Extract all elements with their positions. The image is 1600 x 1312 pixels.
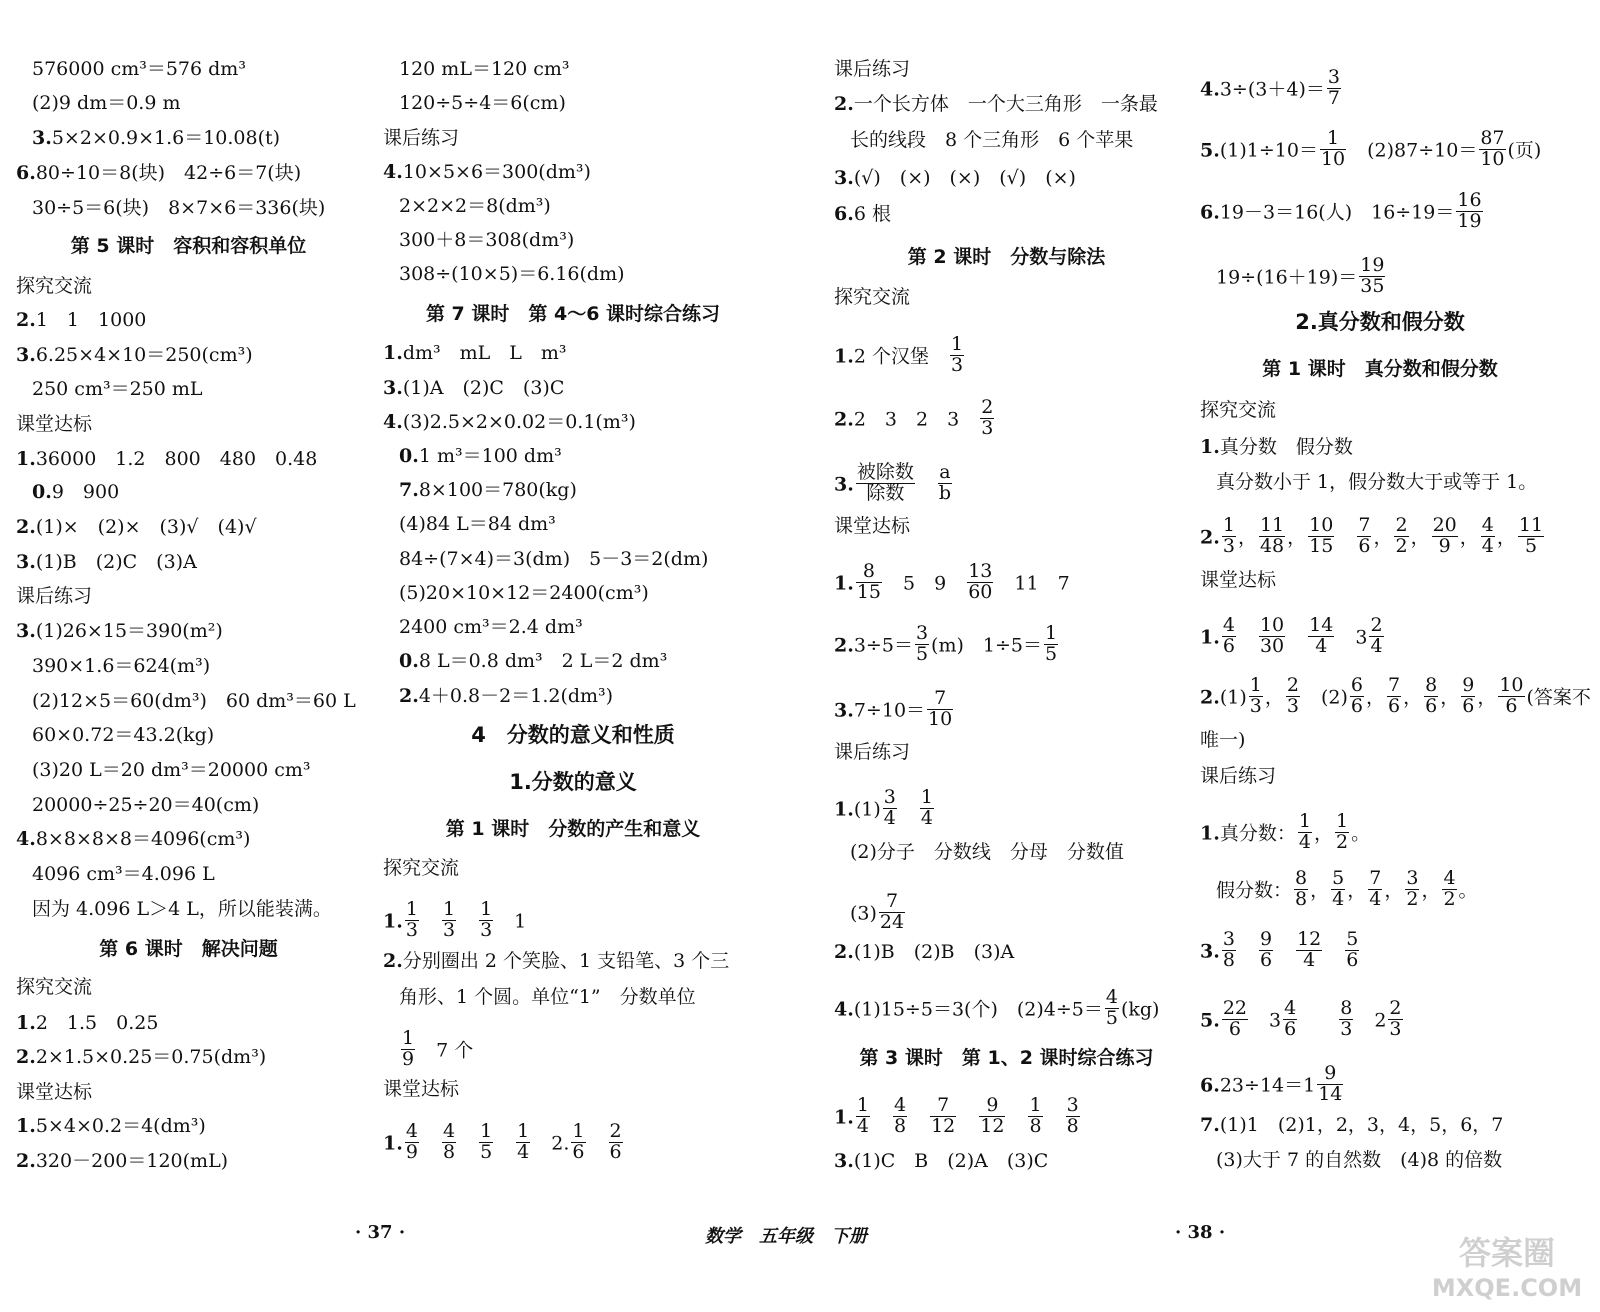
answer-line: 4.(3)2.5×2×0.02＝0.1(m³) — [383, 411, 636, 433]
answer-line: 308÷(10×5)＝6.16(dm) — [399, 263, 625, 285]
page-number-left: · 37 · — [355, 1222, 406, 1243]
answer-line: 3. $\frac{\text{被除数}}{\text{除数}}$ $\frac{a}{b}$ — [834, 461, 952, 504]
fraction: $\frac{2}{3}$ — [1286, 674, 1299, 717]
answer-line: 4096 cm³＝4.096 L — [32, 863, 215, 885]
fraction: $\frac{9}{14}$ — [1318, 1062, 1343, 1105]
answer-line: 1.真分数： $\frac{1}{4}$ ， $\frac{1}{2}$ 。 — [1200, 810, 1371, 853]
answer-line: 课堂达标 — [834, 515, 911, 537]
fraction: $\frac{10}{30}$ — [1259, 614, 1285, 657]
fraction: $\frac{1}{9}$ — [402, 1027, 415, 1070]
fraction: $\frac{8}{6}$ — [1425, 674, 1438, 717]
fraction: $\frac{1}{4}$ — [856, 1094, 869, 1137]
answer-line: (2)12×5＝60(dm³) 60 dm³＝60 L — [32, 690, 356, 712]
fraction: $\frac{4}{4}$ — [1481, 514, 1494, 557]
answer-line: 课后练习 — [383, 127, 460, 149]
answer-line: (4)84 L＝84 dm³ — [399, 513, 556, 535]
answer-line: 4.(1)15÷5＝3(个) (2)4÷5＝ $\frac{4}{5}$ (kg) — [834, 986, 1160, 1029]
fraction: $\frac{10}{15}$ — [1309, 514, 1334, 557]
footer-subject: 数学 五年级 下册 — [705, 1226, 867, 1247]
answer-line: 1.真分数 假分数 — [1200, 436, 1353, 458]
answer-line: 2. $\frac{1}{3}$ ， $\frac{11}{48}$ ， $\frac{10}{15}$ $\frac{7}{6}$ ， $\frac{2}{2}$ ， $\frac{20}{9}$ ， $\frac{4}{4}$ ， $\frac{11}{5}$ — [1200, 514, 1544, 557]
answer-line: 课堂达标 — [16, 413, 93, 435]
answer-line: 因为 4.096 L＞4 L，所以能装满。 — [32, 898, 332, 920]
answer-line: 课后练习 — [834, 58, 911, 80]
answer-line: 30÷5＝6(块) 8×7×6＝336(块) — [32, 197, 326, 219]
answer-line: 20000÷25÷20＝40(cm) — [32, 794, 260, 816]
fraction: $\frac{9}{6}$ — [1259, 928, 1273, 971]
fraction: $\frac{3}{7}$ — [1327, 66, 1340, 109]
answer-line: 19÷(16＋19)＝ $\frac{19}{35}$ — [1216, 254, 1385, 297]
answer-line: 60×0.72＝43.2(kg) — [32, 724, 215, 746]
fraction: $\frac{1}{4}$ — [920, 786, 933, 829]
answer-line: 3.(1)B (2)C (3)A — [16, 551, 197, 573]
answer-line: 2.4＋0.8－2＝1.2(dm³) — [399, 685, 614, 707]
answer-line: 2.2×1.5×0.25＝0.75(dm³) — [16, 1046, 267, 1068]
fraction: $\frac{2}{3}$ — [981, 396, 994, 439]
fraction: $\frac{3}{2}$ — [1406, 867, 1419, 910]
answer-line: 0.9 900 — [32, 481, 120, 503]
fraction: $\frac{1}{8}$ — [1029, 1094, 1042, 1137]
section-heading: 第 7 课时 第 4～6 课时综合练习 — [425, 303, 721, 325]
answer-line: 假分数： $\frac{8}{8}$ ， $\frac{5}{4}$ ， $\frac{7}{4}$ ， $\frac{3}{2}$ ， $\frac{4}{2}$ 。 — [1216, 867, 1478, 910]
answer-line: 2.一个长方体 一个大三角形 一条最 — [834, 93, 1158, 115]
section-heading: 4 分数的意义和性质 — [471, 723, 675, 747]
fraction: $\frac{1}{3}$ — [1249, 674, 1262, 717]
answer-line: (2)分子 分数线 分母 分数值 — [850, 841, 1124, 863]
answer-line: 1.2 1.5 0.25 — [16, 1012, 159, 1034]
answer-line: $\frac{1}{9}$ 7 个 — [402, 1027, 474, 1070]
section-heading: 1.分数的意义 — [509, 770, 637, 794]
answer-line: 课堂达标 — [1200, 569, 1277, 591]
section-heading: 第 1 课时 真分数和假分数 — [1262, 358, 1498, 380]
fraction: $\frac{\text{被除数}}{\text{除数}}$ — [856, 461, 914, 504]
answer-line: 250 cm³＝250 mL — [32, 378, 203, 400]
answer-line: 6.23÷14＝1 $\frac{9}{14}$ — [1200, 1062, 1343, 1105]
fraction: $\frac{14}{4}$ — [1309, 614, 1334, 657]
answer-line: 4.8×8×8×8＝4096(cm³) — [16, 828, 251, 850]
answer-line: 0.8 L＝0.8 dm³ 2 L＝2 dm³ — [399, 650, 668, 672]
answer-line: 探究交流 — [1200, 399, 1277, 421]
fraction: $\frac{7}{6}$ — [1388, 674, 1401, 717]
watermark-logo — [1422, 1226, 1592, 1306]
answer-line: 课后练习 — [834, 741, 911, 763]
column-2 — [383, 0, 763, 1200]
fraction: $\frac{1}{6}$ — [572, 1120, 585, 1163]
fraction: $\frac{16}{19}$ — [1457, 189, 1482, 232]
fraction: $\frac{2}{2}$ — [1395, 514, 1408, 557]
fraction: $\frac{11}{5}$ — [1518, 514, 1544, 557]
fraction: $\frac{6}{6}$ — [1350, 674, 1363, 717]
answer-line: 3.(√) (×) (×) (√) (×) — [834, 167, 1076, 189]
section-heading: 第 3 课时 第 1、2 课时综合练习 — [859, 1047, 1154, 1069]
fraction: $\frac{4}{6}$ — [1222, 614, 1235, 657]
fraction: $\frac{1}{3}$ — [442, 898, 456, 941]
fraction: $\frac{4}{6}$ — [1284, 997, 1297, 1040]
answer-line: 7.8×100＝780(kg) — [399, 479, 577, 501]
answer-line: 4.10×5×6＝300(dm³) — [383, 161, 591, 183]
fraction: $\frac{12}{4}$ — [1297, 928, 1322, 971]
section-heading: 第 2 课时 分数与除法 — [907, 246, 1106, 268]
fraction: $\frac{1}{5}$ — [1045, 622, 1058, 665]
fraction: $\frac{5}{4}$ — [1332, 867, 1345, 910]
answer-line: 3.5×2×0.9×1.6＝10.08(t) — [32, 127, 281, 149]
page-number-right: · 38 · — [1175, 1222, 1226, 1243]
answer-line: 6.80÷10＝8(块) 42÷6＝7(块) — [16, 162, 302, 184]
fraction: $\frac{4}{2}$ — [1443, 867, 1456, 910]
fraction: $\frac{2}{3}$ — [1389, 997, 1402, 1040]
answer-line: 1. $\frac{1}{4}$ $\frac{4}{8}$ $\frac{7}{12}$ $\frac{9}{12}$ $\frac{1}{8}$ $\frac{3}{8}$ — [834, 1094, 1079, 1137]
answer-line: 3.7÷10＝ $\frac{7}{10}$ — [834, 687, 953, 730]
answer-line: 84÷(7×4)＝3(dm) 5－3＝2(dm) — [399, 548, 709, 570]
section-heading: 第 1 课时 分数的产生和意义 — [445, 818, 701, 840]
fraction: $\frac{8}{8}$ — [1295, 867, 1308, 910]
fraction: $\frac{1}{5}$ — [480, 1120, 493, 1163]
answer-line: 4.3÷(3＋4)＝ $\frac{3}{7}$ — [1200, 66, 1340, 109]
fraction: $\frac{8}{3}$ — [1340, 997, 1353, 1040]
answer-line: 576000 cm³＝576 dm³ — [32, 58, 246, 80]
fraction: $\frac{9}{6}$ — [1462, 674, 1475, 717]
answer-line: 2.2 3 2 3 $\frac{2}{3}$ — [834, 396, 994, 439]
fraction: $\frac{1}{3}$ — [1222, 514, 1235, 557]
fraction: $\frac{3}{8}$ — [1222, 928, 1235, 971]
fraction: $\frac{1}{3}$ — [480, 898, 493, 941]
fraction: $\frac{20}{9}$ — [1432, 514, 1457, 557]
fraction: $\frac{5}{6}$ — [1346, 928, 1359, 971]
answer-line: 5.(1)1÷10＝ $\frac{1}{10}$ (2)87÷10＝ $\frac{87}{10}$ (页) — [1200, 127, 1542, 170]
section-heading: 2.真分数和假分数 — [1295, 310, 1465, 334]
column-1 — [16, 0, 361, 1200]
answer-line: 390×1.6＝624(m³) — [32, 655, 211, 677]
answer-line: 1.dm³ mL L m³ — [383, 342, 567, 364]
answer-line: 7.(1)1 (2)1，2，3，4，5，6，7 — [1200, 1114, 1504, 1136]
fraction: $\frac{2}{4}$ — [1370, 614, 1383, 657]
answer-line: 2.(1)B (2)B (3)A — [834, 941, 1015, 963]
fraction: $\frac{a}{b}$ — [938, 461, 952, 504]
answer-line: 3.(1)A (2)C (3)C — [383, 377, 565, 399]
fraction: $\frac{2}{6}$ — [609, 1120, 622, 1163]
fraction: $\frac{10}{6}$ — [1499, 674, 1524, 717]
answer-line: 3.(1)26×15＝390(m²) — [16, 620, 223, 642]
answer-line: 1.36000 1.2 800 480 0.48 — [16, 448, 318, 470]
answer-line: 课后练习 — [16, 585, 93, 607]
answer-line: 0.1 m³＝100 dm³ — [399, 445, 562, 467]
answer-line: 6.6 根 — [834, 203, 891, 225]
fraction: $\frac{9}{12}$ — [980, 1094, 1005, 1137]
fraction: $\frac{4}{5}$ — [1105, 986, 1118, 1029]
fraction: $\frac{22}{6}$ — [1222, 997, 1248, 1040]
answer-line: 2×2×2＝8(dm³) — [399, 195, 551, 217]
answer-line: 课堂达标 — [383, 1078, 460, 1100]
answer-line: 3. $\frac{3}{8}$ $\frac{9}{6}$ $\frac{12}{4}$ $\frac{5}{6}$ — [1200, 928, 1359, 971]
column-4 — [1200, 0, 1591, 1200]
answer-line: 2.分别圈出 2 个笑脸、1 支铅笔、3 个三 — [383, 950, 730, 972]
answer-line: 2.(1)× (2)× (3)√ (4)√ — [16, 516, 257, 538]
answer-line: 1. $\frac{1}{3}$ $\frac{1}{3}$ $\frac{1}{3}$ 1 — [383, 898, 527, 941]
fraction: $\frac{1}{2}$ — [1335, 810, 1349, 853]
fraction: $\frac{4}{9}$ — [405, 1120, 418, 1163]
fraction: $\frac{1}{3}$ — [405, 898, 418, 941]
fraction: $\frac{7}{12}$ — [931, 1094, 956, 1137]
answer-line: (5)20×10×12＝2400(cm³) — [399, 582, 649, 604]
fraction: $\frac{3}{5}$ — [915, 622, 929, 665]
fraction: $\frac{1}{4}$ — [517, 1120, 530, 1163]
answer-line: 1. $\frac{8}{15}$ 5 9 $\frac{13}{60}$ 11 7 — [834, 560, 1070, 603]
answer-line: 1. $\frac{4}{6}$ $\frac{10}{30}$ $\frac{14}{4}$ 3 $\frac{2}{4}$ — [1200, 614, 1383, 657]
fraction: $\frac{3}{4}$ — [883, 786, 896, 829]
answer-line: 1.2 个汉堡 $\frac{1}{3}$ — [834, 333, 964, 376]
answer-line: 2.320－200＝120(mL) — [16, 1150, 229, 1172]
answer-line: 120 mL＝120 cm³ — [399, 58, 570, 80]
section-heading: 第 5 课时 容积和容积单位 — [70, 235, 307, 257]
column-3 — [834, 0, 1179, 1200]
answer-line: (3) $\frac{7}{24}$ — [850, 890, 905, 933]
fraction: $\frac{1}{3}$ — [950, 333, 964, 376]
answer-line: 唯一) — [1200, 729, 1246, 751]
answer-line: 探究交流 — [16, 275, 93, 297]
answer-line: (3)20 L＝20 dm³＝20000 cm³ — [32, 759, 311, 781]
answer-line: 1.(1) $\frac{3}{4}$ $\frac{1}{4}$ — [834, 786, 933, 829]
answer-line: 1. $\frac{4}{9}$ $\frac{4}{8}$ $\frac{1}{5}$ $\frac{1}{4}$ 2. $\frac{1}{6}$ $\frac{2}{6}$ — [383, 1120, 622, 1163]
fraction: $\frac{11}{48}$ — [1259, 514, 1285, 557]
answer-line: 1.5×4×0.2＝4(dm³) — [16, 1115, 206, 1137]
answer-line: 5. $\frac{22}{6}$ 3 $\frac{4}{6}$ $\frac{8}{3}$ 2 $\frac{2}{3}$ — [1200, 997, 1402, 1040]
answer-line: 300＋8＝308(dm³) — [399, 229, 575, 251]
answer-line: 长的线段 8 个三角形 6 个苹果 — [850, 129, 1134, 151]
fraction: $\frac{7}{24}$ — [879, 890, 905, 933]
answer-line: (2)9 dm＝0.9 m — [32, 92, 181, 114]
answer-line: 2.1 1 1000 — [16, 309, 147, 331]
watermark-title: 答案圈 — [1458, 1234, 1556, 1272]
answer-line: 3.6.25×4×10＝250(cm³) — [16, 344, 253, 366]
fraction: $\frac{3}{8}$ — [1066, 1094, 1079, 1137]
answer-line: 2400 cm³＝2.4 dm³ — [399, 616, 583, 638]
fraction: $\frac{4}{8}$ — [442, 1120, 456, 1163]
fraction: $\frac{1}{10}$ — [1320, 127, 1346, 170]
answer-line: 120÷5÷4＝6(cm) — [399, 92, 566, 114]
answer-line: 角形、1 个圆。单位“1” 分数单位 — [399, 986, 696, 1008]
answer-line: 真分数小于 1，假分数大于或等于 1。 — [1216, 471, 1538, 493]
section-heading: 第 6 课时 解决问题 — [99, 938, 278, 960]
fraction: $\frac{4}{8}$ — [893, 1094, 907, 1137]
fraction: $\frac{7}{6}$ — [1358, 514, 1371, 557]
fraction: $\frac{7}{10}$ — [928, 687, 953, 730]
answer-line: 2.(1) $\frac{1}{3}$ ， $\frac{2}{3}$ (2) $\frac{6}{6}$ ， $\frac{7}{6}$ ， $\frac{8}{6}$ ， $\frac{9}{6}$ ， $\frac{10}{6}$ (答案不 — [1200, 674, 1591, 717]
fraction: $\frac{1}{4}$ — [1298, 810, 1311, 853]
answer-line: 课后练习 — [1200, 765, 1277, 787]
fraction: $\frac{7}{4}$ — [1369, 867, 1382, 910]
answer-line: (3)大于 7 的自然数 (4)8 的倍数 — [1216, 1149, 1503, 1171]
answer-line: 3.(1)C B (2)A (3)C — [834, 1150, 1049, 1172]
fraction: $\frac{19}{35}$ — [1360, 254, 1385, 297]
answer-line: 6.19－3＝16(人) 16÷19＝ $\frac{16}{19}$ — [1200, 189, 1482, 232]
answer-line: 课堂达标 — [16, 1081, 93, 1103]
answer-line: 探究交流 — [16, 976, 93, 998]
fraction: $\frac{13}{60}$ — [968, 560, 993, 603]
answer-line: 2.3÷5＝ $\frac{3}{5}$ (m) 1÷5＝ $\frac{1}{5}$ — [834, 622, 1058, 665]
answer-line: 探究交流 — [383, 857, 460, 879]
answer-line: 探究交流 — [834, 286, 911, 308]
fraction: $\frac{8}{15}$ — [856, 560, 882, 603]
fraction: $\frac{87}{10}$ — [1480, 127, 1505, 170]
watermark-url: MXQE.COM — [1431, 1274, 1583, 1302]
